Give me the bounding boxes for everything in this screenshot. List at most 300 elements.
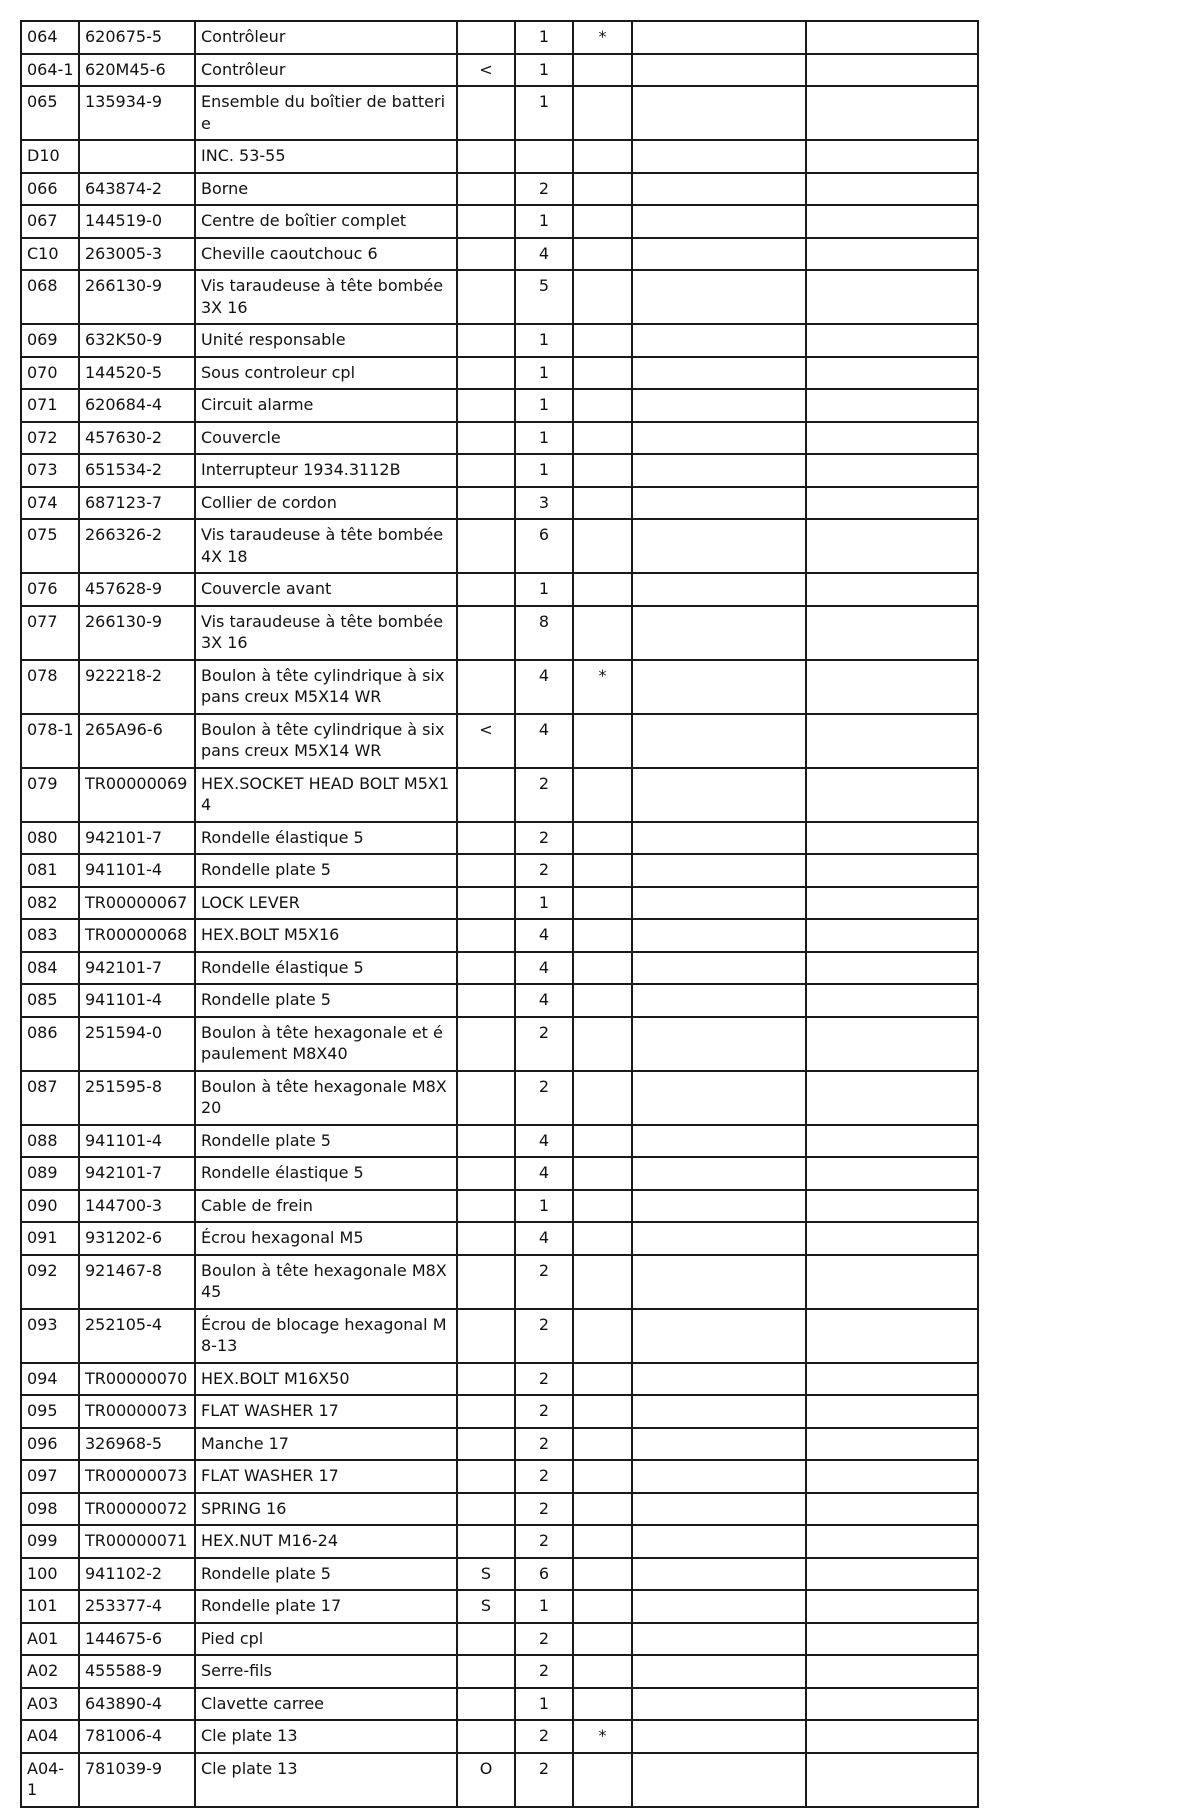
empty-cell [632, 357, 806, 390]
description-cell: Boulon à tête hexagonale M8X20 [195, 1071, 457, 1125]
item-number-cell: 072 [21, 422, 79, 455]
note-mark-cell [573, 1623, 632, 1656]
note-mark-cell [573, 1190, 632, 1223]
part-number-cell: TR00000072 [79, 1493, 195, 1526]
empty-cell [806, 854, 978, 887]
table-row [21, 1558, 978, 1591]
note-mark-cell [573, 86, 632, 140]
empty-cell [632, 919, 806, 952]
description-cell: Rondelle plate 5 [195, 854, 457, 887]
empty-cell [632, 1017, 806, 1071]
note-mark-cell [573, 1753, 632, 1807]
quantity-cell: 2 [515, 1309, 573, 1363]
part-number-cell: TR00000071 [79, 1525, 195, 1558]
change-code-cell [457, 854, 515, 887]
note-mark-cell [573, 768, 632, 822]
empty-cell [806, 1590, 978, 1623]
quantity-cell: 1 [515, 1688, 573, 1721]
table-row [21, 270, 978, 324]
note-mark-cell [573, 1590, 632, 1623]
item-number-cell: D10 [21, 140, 79, 173]
description-cell: Écrou de blocage hexagonal M8-13 [195, 1309, 457, 1363]
empty-cell [806, 173, 978, 206]
empty-cell [632, 1157, 806, 1190]
quantity-cell: 2 [515, 1071, 573, 1125]
note-mark-cell [573, 1493, 632, 1526]
item-number-cell: 086 [21, 1017, 79, 1071]
change-code-cell [457, 1071, 515, 1125]
description-cell: Centre de boîtier complet [195, 205, 457, 238]
change-code-cell [457, 1525, 515, 1558]
note-mark-cell [573, 422, 632, 455]
note-mark-cell [573, 1017, 632, 1071]
change-code-cell [457, 1190, 515, 1223]
empty-cell [632, 952, 806, 985]
quantity-cell: 1 [515, 86, 573, 140]
empty-cell [806, 1428, 978, 1461]
table-row [21, 887, 978, 920]
description-cell: Boulon à tête cylindrique à six pans creux M5X14 WR [195, 660, 457, 714]
note-mark-cell [573, 389, 632, 422]
description-cell: Vis taraudeuse à tête bombée 3X 16 [195, 606, 457, 660]
table-row [21, 54, 978, 87]
empty-cell [632, 54, 806, 87]
quantity-cell: 5 [515, 270, 573, 324]
note-mark-cell [573, 573, 632, 606]
quantity-cell: 2 [515, 1395, 573, 1428]
item-number-cell: 101 [21, 1590, 79, 1623]
change-code-cell [457, 1309, 515, 1363]
note-mark-cell [573, 1428, 632, 1461]
part-number-cell: TR00000067 [79, 887, 195, 920]
description-cell: Rondelle plate 5 [195, 1558, 457, 1591]
quantity-cell: 1 [515, 887, 573, 920]
empty-cell [632, 324, 806, 357]
table-row [21, 21, 978, 54]
change-code-cell [457, 1493, 515, 1526]
empty-cell [806, 21, 978, 54]
quantity-cell: 2 [515, 1525, 573, 1558]
note-mark-cell: * [573, 1720, 632, 1753]
change-code-cell [457, 86, 515, 140]
description-cell: Unité responsable [195, 324, 457, 357]
note-mark-cell [573, 173, 632, 206]
note-mark-cell [573, 822, 632, 855]
item-number-cell: 099 [21, 1525, 79, 1558]
item-number-cell: 071 [21, 389, 79, 422]
description-cell: Couvercle avant [195, 573, 457, 606]
description-cell: Cable de frein [195, 1190, 457, 1223]
note-mark-cell [573, 1395, 632, 1428]
empty-cell [806, 1525, 978, 1558]
note-mark-cell [573, 854, 632, 887]
item-number-cell: A04 [21, 1720, 79, 1753]
quantity-cell: 2 [515, 1623, 573, 1656]
table-row [21, 1460, 978, 1493]
part-number-cell: 253377-4 [79, 1590, 195, 1623]
empty-cell [806, 389, 978, 422]
empty-cell [806, 1623, 978, 1656]
quantity-cell: 1 [515, 422, 573, 455]
empty-cell [806, 1720, 978, 1753]
item-number-cell: A01 [21, 1623, 79, 1656]
item-number-cell: 091 [21, 1222, 79, 1255]
part-number-cell: 620675-5 [79, 21, 195, 54]
part-number-cell [79, 140, 195, 173]
change-code-cell [457, 357, 515, 390]
empty-cell [806, 768, 978, 822]
item-number-cell: 093 [21, 1309, 79, 1363]
table-row [21, 1720, 978, 1753]
quantity-cell: 1 [515, 21, 573, 54]
change-code-cell [457, 919, 515, 952]
table-row [21, 1255, 978, 1309]
description-cell: Rondelle plate 17 [195, 1590, 457, 1623]
quantity-cell: 4 [515, 660, 573, 714]
note-mark-cell [573, 1460, 632, 1493]
parts-table-body [21, 21, 978, 1807]
note-mark-cell [573, 919, 632, 952]
item-number-cell: 095 [21, 1395, 79, 1428]
note-mark-cell [573, 887, 632, 920]
change-code-cell [457, 324, 515, 357]
change-code-cell [457, 768, 515, 822]
description-cell: HEX.NUT M16-24 [195, 1525, 457, 1558]
part-number-cell: 643890-4 [79, 1688, 195, 1721]
table-row [21, 1493, 978, 1526]
part-number-cell: 941101-4 [79, 854, 195, 887]
change-code-cell [457, 1720, 515, 1753]
change-code-cell [457, 173, 515, 206]
empty-cell [632, 1255, 806, 1309]
quantity-cell: 3 [515, 487, 573, 520]
description-cell: Vis taraudeuse à tête bombée 4X 18 [195, 519, 457, 573]
empty-cell [806, 606, 978, 660]
empty-cell [632, 573, 806, 606]
empty-cell [806, 324, 978, 357]
description-cell: Vis taraudeuse à tête bombée 3X 16 [195, 270, 457, 324]
empty-cell [632, 422, 806, 455]
item-number-cell: 070 [21, 357, 79, 390]
description-cell: Rondelle élastique 5 [195, 822, 457, 855]
table-row [21, 1125, 978, 1158]
table-row [21, 1395, 978, 1428]
quantity-cell: 4 [515, 984, 573, 1017]
note-mark-cell [573, 714, 632, 768]
note-mark-cell [573, 238, 632, 271]
table-row [21, 606, 978, 660]
description-cell: Collier de cordon [195, 487, 457, 520]
change-code-cell [457, 887, 515, 920]
description-cell: Clavette carree [195, 1688, 457, 1721]
description-cell: Ensemble du boîtier de batterie [195, 86, 457, 140]
table-row [21, 1363, 978, 1396]
empty-cell [632, 1623, 806, 1656]
note-mark-cell [573, 1071, 632, 1125]
quantity-cell: 4 [515, 1125, 573, 1158]
empty-cell [632, 454, 806, 487]
quantity-cell: 2 [515, 768, 573, 822]
part-number-cell: 251595-8 [79, 1071, 195, 1125]
quantity-cell: 4 [515, 919, 573, 952]
part-number-cell: 922218-2 [79, 660, 195, 714]
empty-cell [806, 357, 978, 390]
part-number-cell: 266326-2 [79, 519, 195, 573]
table-row [21, 714, 978, 768]
empty-cell [632, 173, 806, 206]
item-number-cell: 073 [21, 454, 79, 487]
table-row [21, 205, 978, 238]
empty-cell [806, 952, 978, 985]
empty-cell [632, 606, 806, 660]
description-cell: FLAT WASHER 17 [195, 1460, 457, 1493]
note-mark-cell [573, 1558, 632, 1591]
empty-cell [632, 1460, 806, 1493]
part-number-cell: TR00000069 [79, 768, 195, 822]
part-number-cell: 651534-2 [79, 454, 195, 487]
empty-cell [806, 1493, 978, 1526]
quantity-cell: 1 [515, 357, 573, 390]
part-number-cell: 266130-9 [79, 606, 195, 660]
change-code-cell [457, 454, 515, 487]
empty-cell [806, 238, 978, 271]
quantity-cell: 1 [515, 54, 573, 87]
note-mark-cell [573, 140, 632, 173]
table-row [21, 1428, 978, 1461]
empty-cell [632, 1363, 806, 1396]
note-mark-cell [573, 270, 632, 324]
note-mark-cell [573, 952, 632, 985]
change-code-cell [457, 1363, 515, 1396]
note-mark-cell [573, 357, 632, 390]
empty-cell [632, 1125, 806, 1158]
note-mark-cell [573, 454, 632, 487]
empty-cell [806, 1125, 978, 1158]
change-code-cell: < [457, 714, 515, 768]
part-number-cell: 620M45-6 [79, 54, 195, 87]
empty-cell [632, 86, 806, 140]
part-number-cell: 144700-3 [79, 1190, 195, 1223]
part-number-cell: 251594-0 [79, 1017, 195, 1071]
part-number-cell: 687123-7 [79, 487, 195, 520]
item-number-cell: 096 [21, 1428, 79, 1461]
part-number-cell: 265A96-6 [79, 714, 195, 768]
table-row [21, 919, 978, 952]
empty-cell [632, 1493, 806, 1526]
change-code-cell [457, 822, 515, 855]
table-row [21, 519, 978, 573]
part-number-cell: 326968-5 [79, 1428, 195, 1461]
table-row [21, 1309, 978, 1363]
item-number-cell: 077 [21, 606, 79, 660]
quantity-cell: 1 [515, 1190, 573, 1223]
part-number-cell: 455588-9 [79, 1655, 195, 1688]
part-number-cell: 942101-7 [79, 1157, 195, 1190]
empty-cell [632, 1720, 806, 1753]
change-code-cell [457, 952, 515, 985]
change-code-cell [457, 422, 515, 455]
description-cell: Boulon à tête cylindrique à six pans creux M5X14 WR [195, 714, 457, 768]
table-row [21, 1590, 978, 1623]
description-cell: Couvercle [195, 422, 457, 455]
change-code-cell: O [457, 1753, 515, 1807]
item-number-cell: 088 [21, 1125, 79, 1158]
empty-cell [806, 140, 978, 173]
item-number-cell: A04-1 [21, 1753, 79, 1807]
description-cell: Manche 17 [195, 1428, 457, 1461]
empty-cell [632, 487, 806, 520]
note-mark-cell [573, 1157, 632, 1190]
note-mark-cell [573, 1688, 632, 1721]
item-number-cell: A02 [21, 1655, 79, 1688]
item-number-cell: 083 [21, 919, 79, 952]
empty-cell [806, 1688, 978, 1721]
table-row [21, 238, 978, 271]
quantity-cell: 2 [515, 1655, 573, 1688]
empty-cell [632, 270, 806, 324]
empty-cell [806, 270, 978, 324]
item-number-cell: 079 [21, 768, 79, 822]
empty-cell [806, 487, 978, 520]
part-number-cell: TR00000073 [79, 1395, 195, 1428]
change-code-cell: < [457, 54, 515, 87]
empty-cell [632, 1525, 806, 1558]
quantity-cell: 1 [515, 454, 573, 487]
empty-cell [806, 1157, 978, 1190]
change-code-cell [457, 205, 515, 238]
part-number-cell: 457628-9 [79, 573, 195, 606]
item-number-cell: 067 [21, 205, 79, 238]
part-number-cell: 144675-6 [79, 1623, 195, 1656]
change-code-cell [457, 238, 515, 271]
description-cell: Cheville caoutchouc 6 [195, 238, 457, 271]
item-number-cell: C10 [21, 238, 79, 271]
part-number-cell: 252105-4 [79, 1309, 195, 1363]
table-row [21, 173, 978, 206]
item-number-cell: 064 [21, 21, 79, 54]
item-number-cell: 097 [21, 1460, 79, 1493]
quantity-cell: 4 [515, 238, 573, 271]
empty-cell [806, 519, 978, 573]
description-cell: Pied cpl [195, 1623, 457, 1656]
quantity-cell: 6 [515, 1558, 573, 1591]
part-number-cell: 135934-9 [79, 86, 195, 140]
empty-cell [632, 205, 806, 238]
note-mark-cell [573, 1309, 632, 1363]
empty-cell [806, 1255, 978, 1309]
item-number-cell: 078 [21, 660, 79, 714]
empty-cell [806, 887, 978, 920]
empty-cell [806, 1460, 978, 1493]
change-code-cell: S [457, 1590, 515, 1623]
item-number-cell: 081 [21, 854, 79, 887]
note-mark-cell [573, 324, 632, 357]
table-row [21, 1753, 978, 1807]
part-number-cell: 941102-2 [79, 1558, 195, 1591]
part-number-cell: 781039-9 [79, 1753, 195, 1807]
table-row [21, 952, 978, 985]
quantity-cell: 2 [515, 1255, 573, 1309]
quantity-cell: 2 [515, 173, 573, 206]
description-cell: INC. 53-55 [195, 140, 457, 173]
empty-cell [632, 1395, 806, 1428]
part-number-cell: TR00000070 [79, 1363, 195, 1396]
change-code-cell [457, 660, 515, 714]
item-number-cell: 089 [21, 1157, 79, 1190]
table-row [21, 854, 978, 887]
quantity-cell: 4 [515, 1157, 573, 1190]
part-number-cell: 457630-2 [79, 422, 195, 455]
quantity-cell [515, 140, 573, 173]
empty-cell [632, 1071, 806, 1125]
quantity-cell: 4 [515, 714, 573, 768]
change-code-cell [457, 606, 515, 660]
quantity-cell: 2 [515, 1428, 573, 1461]
description-cell: Rondelle élastique 5 [195, 952, 457, 985]
part-number-cell: 921467-8 [79, 1255, 195, 1309]
table-row [21, 487, 978, 520]
empty-cell [632, 519, 806, 573]
empty-cell [806, 422, 978, 455]
quantity-cell: 2 [515, 822, 573, 855]
change-code-cell [457, 1623, 515, 1656]
empty-cell [632, 140, 806, 173]
table-row [21, 86, 978, 140]
table-row [21, 1688, 978, 1721]
part-number-cell: 941101-4 [79, 984, 195, 1017]
table-row [21, 822, 978, 855]
table-row [21, 1157, 978, 1190]
empty-cell [806, 919, 978, 952]
note-mark-cell [573, 519, 632, 573]
quantity-cell: 2 [515, 1720, 573, 1753]
quantity-cell: 2 [515, 1493, 573, 1526]
table-row [21, 389, 978, 422]
item-number-cell: 082 [21, 887, 79, 920]
description-cell: HEX.BOLT M5X16 [195, 919, 457, 952]
quantity-cell: 8 [515, 606, 573, 660]
note-mark-cell [573, 205, 632, 238]
empty-cell [632, 854, 806, 887]
item-number-cell: 092 [21, 1255, 79, 1309]
note-mark-cell [573, 54, 632, 87]
change-code-cell [457, 140, 515, 173]
item-number-cell: 078-1 [21, 714, 79, 768]
description-cell: Sous controleur cpl [195, 357, 457, 390]
empty-cell [806, 54, 978, 87]
empty-cell [806, 1071, 978, 1125]
note-mark-cell [573, 487, 632, 520]
description-cell: Circuit alarme [195, 389, 457, 422]
item-number-cell: 068 [21, 270, 79, 324]
description-cell: Rondelle plate 5 [195, 984, 457, 1017]
quantity-cell: 1 [515, 1590, 573, 1623]
empty-cell [806, 822, 978, 855]
empty-cell [632, 389, 806, 422]
item-number-cell: 064-1 [21, 54, 79, 87]
part-number-cell: TR00000073 [79, 1460, 195, 1493]
change-code-cell [457, 1460, 515, 1493]
table-row [21, 1017, 978, 1071]
description-cell: FLAT WASHER 17 [195, 1395, 457, 1428]
part-number-cell: 781006-4 [79, 1720, 195, 1753]
empty-cell [806, 1395, 978, 1428]
empty-cell [632, 1753, 806, 1807]
description-cell: Contrôleur [195, 54, 457, 87]
empty-cell [632, 887, 806, 920]
part-number-cell: 266130-9 [79, 270, 195, 324]
quantity-cell: 6 [515, 519, 573, 573]
